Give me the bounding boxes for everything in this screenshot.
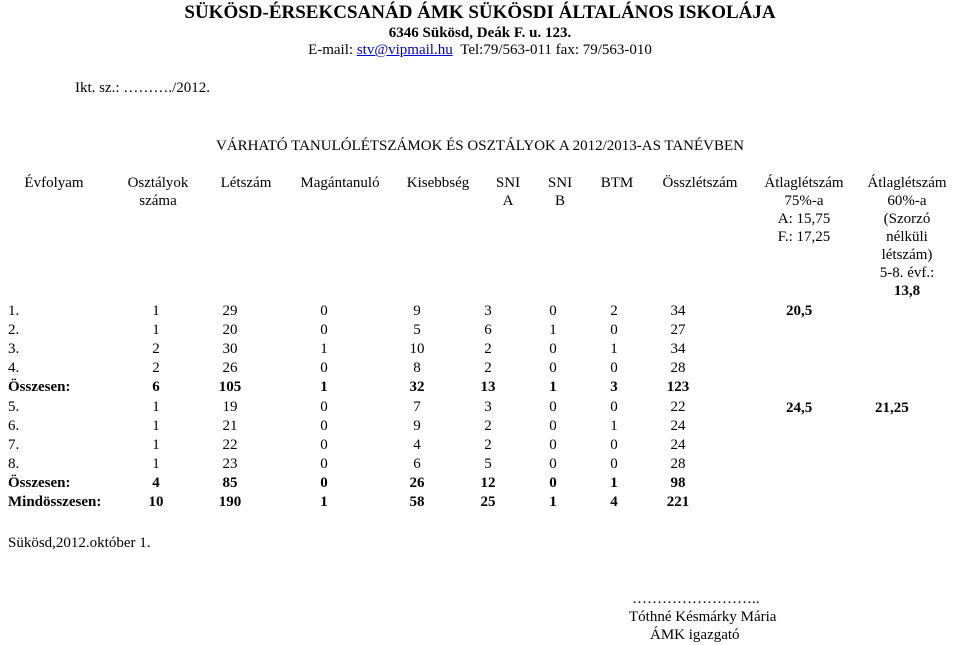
cell-sni-a: 25: [480, 494, 496, 511]
col-head-kisebbseg: Kisebbség: [406, 175, 470, 191]
cell-kisebbseg: 4: [413, 436, 421, 453]
cell-magantanulo: 0: [320, 321, 328, 338]
cell-osszletszam: 24: [670, 417, 686, 434]
col-head-btm: BTM: [600, 175, 634, 191]
table-row: [8, 493, 712, 512]
cell-btm: 0: [610, 321, 618, 338]
table-row: [8, 359, 712, 378]
cell-kisebbseg: 7: [413, 398, 421, 415]
cell-letszam: 23: [222, 456, 238, 473]
cell-btm: 1: [610, 340, 618, 357]
table-row: [8, 301, 712, 320]
cell-magantanulo: 0: [320, 360, 328, 377]
col-head-sni-a-line1: SNI: [495, 175, 521, 191]
cell-letszam: 22: [222, 436, 238, 453]
col-head-atlag75-line4: F.: 17,25: [777, 229, 831, 245]
avg-lower-75: 20,5: [786, 303, 813, 319]
cell-magantanulo: 1: [320, 340, 328, 357]
cell-sni-b: 0: [549, 340, 557, 357]
cell-osztalyok: 6: [152, 379, 160, 396]
avg-upper-75: 24,5: [786, 400, 813, 416]
enrollment-table: [8, 301, 712, 512]
cell-btm: 3: [610, 379, 618, 396]
cell-osztalyok: 1: [152, 436, 160, 453]
cell-evfolyam: 1.: [8, 302, 20, 319]
cell-sni-a: 3: [484, 398, 492, 415]
table-row: [8, 378, 712, 397]
col-head-atlag60-line3: (Szorzó: [883, 211, 931, 227]
cell-sni-a: 2: [484, 436, 492, 453]
cell-magantanulo: 0: [320, 417, 328, 434]
col-head-sni-a-line2: A: [502, 193, 514, 209]
cell-kisebbseg: 9: [413, 417, 421, 434]
cell-btm: 0: [610, 398, 618, 415]
cell-osszletszam: 34: [670, 302, 686, 319]
document-title: VÁRHATÓ TANULÓLÉTSZÁMOK ÉS OSZTÁLYOK A 2012/2013-AS TANÉVBEN: [215, 138, 745, 154]
table-row: [8, 435, 712, 454]
cell-btm: 0: [610, 456, 618, 473]
cell-osztalyok: 10: [148, 494, 164, 511]
col-head-atlag60-line2: 60%-a: [887, 193, 927, 209]
cell-sni-b: 1: [549, 321, 557, 338]
cell-osszletszam: 28: [670, 456, 686, 473]
cell-osszletszam: 221: [666, 494, 690, 511]
cell-evfolyam: Összesen:: [8, 379, 71, 396]
cell-kisebbseg: 5: [413, 321, 421, 338]
cell-sni-a: 2: [484, 340, 492, 357]
col-head-sni-b: [542, 174, 578, 210]
cell-kisebbseg: 26: [409, 475, 425, 492]
col-head-osztalyok-line2: száma: [139, 193, 177, 209]
reference-number: Ikt. sz.: ………./2012.: [75, 80, 210, 96]
col-head-osszletszam: Összlétszám: [662, 175, 738, 191]
cell-btm: 0: [610, 436, 618, 453]
cell-evfolyam: 6.: [8, 417, 20, 434]
cell-osztalyok: 4: [152, 475, 160, 492]
cell-sni-b: 0: [549, 360, 557, 377]
cell-btm: 4: [610, 494, 618, 511]
table-row: [8, 397, 712, 416]
signer-role: ÁMK igazgató: [650, 627, 740, 643]
cell-sni-a: 3: [484, 302, 492, 319]
col-head-evfolyam: Évfolyam: [24, 175, 84, 191]
col-head-atlag60: [858, 174, 956, 300]
cell-letszam: 29: [222, 302, 238, 319]
table-row: [8, 339, 712, 358]
col-head-atlag60-line6: 5-8. évf.:: [879, 265, 935, 281]
cell-magantanulo: 0: [320, 436, 328, 453]
cell-sni-a: 2: [484, 417, 492, 434]
col-head-sni-b-line1: SNI: [547, 175, 573, 191]
cell-osztalyok: 1: [152, 398, 160, 415]
cell-sni-a: 13: [480, 379, 496, 396]
col-head-atlag60-line1: Átlaglétszám: [867, 175, 947, 191]
cell-btm: 0: [610, 360, 618, 377]
email-link[interactable]: stv@vipmail.hu: [356, 42, 453, 58]
cell-sni-b: 0: [549, 475, 557, 492]
email-label: E-mail:: [308, 42, 354, 58]
cell-osztalyok: 2: [152, 360, 160, 377]
cell-btm: 2: [610, 302, 618, 319]
cell-sni-b: 0: [549, 436, 557, 453]
cell-letszam: 30: [222, 340, 238, 357]
cell-evfolyam: 4.: [8, 360, 20, 377]
cell-sni-b: 1: [549, 494, 557, 511]
cell-sni-b: 0: [549, 398, 557, 415]
avg-upper-60: 21,25: [875, 400, 909, 416]
cell-magantanulo: 1: [320, 494, 328, 511]
cell-kisebbseg: 9: [413, 302, 421, 319]
table-row: [8, 455, 712, 474]
cell-evfolyam: 3.: [8, 340, 20, 357]
col-head-atlag75-line3: A: 15,75: [777, 211, 831, 227]
cell-magantanulo: 0: [320, 398, 328, 415]
cell-letszam: 105: [218, 379, 242, 396]
phone-fax: Tel:79/563-011 fax: 79/563-010: [460, 42, 652, 58]
cell-osszletszam: 123: [666, 379, 690, 396]
school-name: SÜKÖSD-ÉRSEKCSANÁD ÁMK SÜKÖSDI ÁLTALÁNOS ISKOLÁJA: [184, 2, 776, 23]
col-head-atlag60-line5: létszám): [881, 247, 933, 263]
cell-evfolyam: 7.: [8, 436, 20, 453]
cell-evfolyam: 5.: [8, 398, 20, 415]
place-date: Sükösd,2012.október 1.: [8, 535, 151, 551]
cell-osztalyok: 1: [152, 321, 160, 338]
table-row: [8, 416, 712, 435]
cell-evfolyam: Összesen:: [8, 475, 71, 492]
table-row: [8, 474, 712, 493]
signer-name: Tóthné Késmárky Mária: [629, 609, 777, 625]
cell-sni-a: 12: [480, 475, 496, 492]
cell-magantanulo: 0: [320, 302, 328, 319]
cell-osztalyok: 1: [152, 302, 160, 319]
table-row: [8, 320, 712, 339]
cell-sni-b: 0: [549, 417, 557, 434]
cell-magantanulo: 0: [320, 475, 328, 492]
cell-letszam: 26: [222, 360, 238, 377]
col-head-atlag60-line4: nélküli: [886, 229, 928, 245]
cell-kisebbseg: 6: [413, 456, 421, 473]
col-head-osztalyok-line1: Osztályok: [127, 175, 189, 191]
cell-osszletszam: 27: [670, 321, 686, 338]
col-head-sni-b-line2: B: [554, 193, 565, 209]
cell-letszam: 19: [222, 398, 238, 415]
col-head-atlag75: [755, 174, 853, 246]
cell-osztalyok: 1: [152, 417, 160, 434]
cell-sni-b: 1: [549, 379, 557, 396]
enrollment-table-body: [8, 301, 712, 512]
signature-line: ……………………..: [632, 591, 760, 607]
cell-kisebbseg: 10: [409, 340, 425, 357]
cell-kisebbseg: 32: [409, 379, 425, 396]
cell-osszletszam: 22: [670, 398, 686, 415]
cell-osztalyok: 2: [152, 340, 160, 357]
cell-kisebbseg: 8: [413, 360, 421, 377]
cell-evfolyam: 8.: [8, 456, 20, 473]
col-head-osztalyok: [118, 174, 198, 210]
col-head-letszam: Létszám: [220, 175, 272, 191]
col-head-magantanulo: Magántanuló: [300, 175, 380, 191]
col-head-sni-a: [490, 174, 526, 210]
cell-letszam: 85: [222, 475, 238, 492]
cell-letszam: 20: [222, 321, 238, 338]
cell-evfolyam: Mindösszesen:: [8, 494, 102, 511]
cell-magantanulo: 1: [320, 379, 328, 396]
cell-magantanulo: 0: [320, 456, 328, 473]
col-head-atlag60-line7: 13,8: [893, 283, 921, 299]
cell-evfolyam: 2.: [8, 321, 20, 338]
col-head-atlag75-line1: Átlaglétszám: [764, 175, 844, 191]
cell-kisebbseg: 58: [409, 494, 425, 511]
cell-btm: 1: [610, 475, 618, 492]
cell-osszletszam: 28: [670, 360, 686, 377]
contact-line: [0, 42, 960, 59]
cell-osszletszam: 34: [670, 340, 686, 357]
cell-sni-b: 0: [549, 456, 557, 473]
cell-letszam: 21: [222, 417, 238, 434]
cell-osztalyok: 1: [152, 456, 160, 473]
cell-osszletszam: 24: [670, 436, 686, 453]
school-address: 6346 Sükösd, Deák F. u. 123.: [388, 25, 572, 41]
cell-osszletszam: 98: [670, 475, 686, 492]
cell-sni-a: 6: [484, 321, 492, 338]
cell-sni-b: 0: [549, 302, 557, 319]
cell-btm: 1: [610, 417, 618, 434]
cell-letszam: 190: [218, 494, 242, 511]
cell-sni-a: 5: [484, 456, 492, 473]
cell-sni-a: 2: [484, 360, 492, 377]
col-head-atlag75-line2: 75%-a: [784, 193, 824, 209]
